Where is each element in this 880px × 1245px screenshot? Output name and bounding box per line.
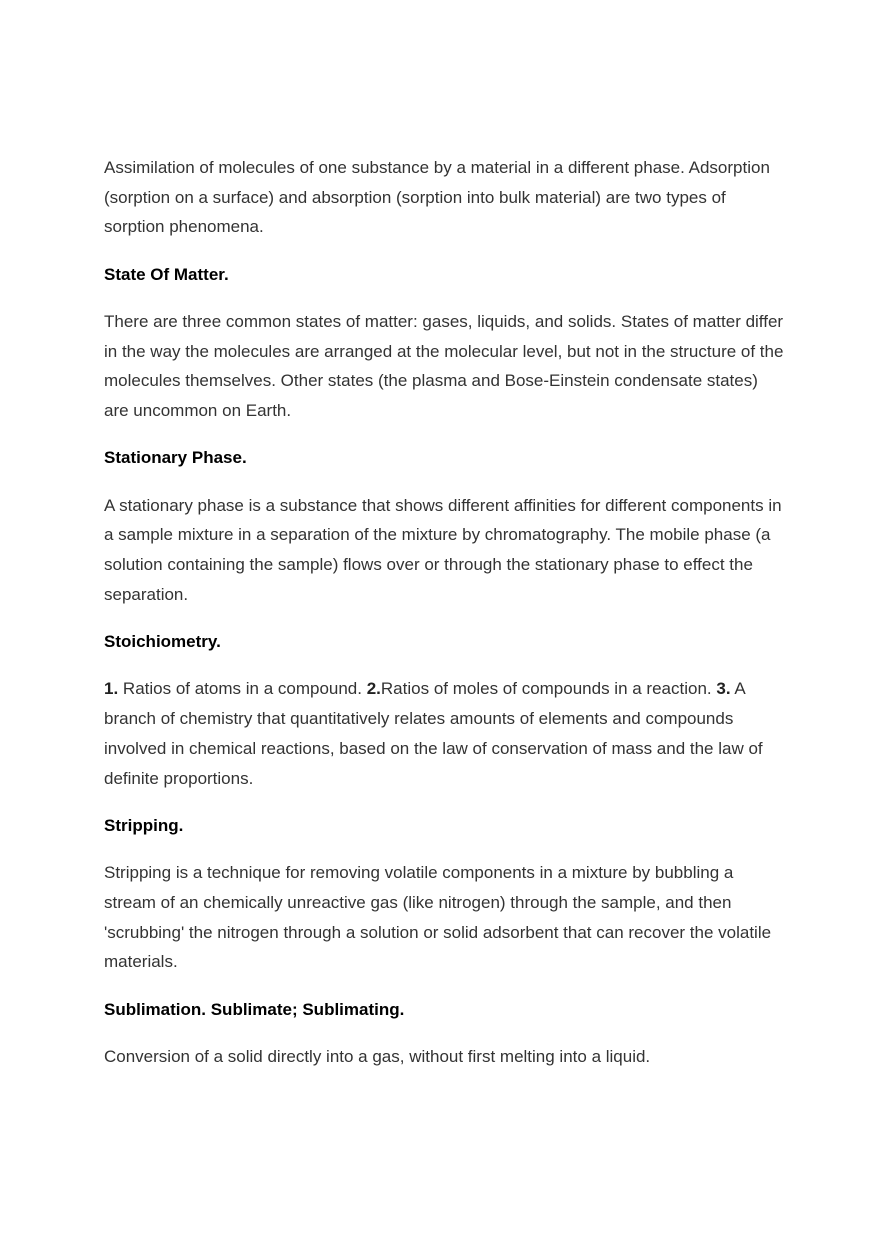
heading-state-of-matter: State Of Matter. [104, 264, 229, 284]
heading-sublimation: Sublimation. Sublimate; Sublimating. [104, 999, 405, 1019]
stoichiometry-item2-number: 2. [366, 679, 381, 699]
intro-paragraph: Assimilation of molecules of one substance by a material in a different phase. Adsorption (sorption on a surface) and absorption (sorption into bulk material) are two types of sorption phenomena. [104, 158, 770, 237]
stoichiometry-item1-number: 1. [104, 679, 119, 699]
stoichiometry-item1-text: Ratios of atoms in a compound. [118, 679, 367, 699]
document-page [104, 153, 784, 1089]
sublimation-paragraph: Conversion of a solid directly into a gas, without first melting into a liquid. [104, 1046, 651, 1066]
stoichiometry-item3-text: A branch of chemistry that quantitatively relates amounts of elements and compounds involved in chemical reactions, based on the law of conservation of mass and the law of definite proportions. [104, 679, 763, 788]
stoichiometry-paragraph [104, 674, 784, 793]
heading-stripping: Stripping. [104, 815, 184, 835]
stoichiometry-item2-text: Ratios of moles of compounds in a reaction. [380, 679, 717, 699]
stoichiometry-item3-number: 3. [716, 679, 731, 699]
stationary-phase-paragraph: A stationary phase is a substance that shows different affinities for different components in a sample mixture in a separation of the mixture by chromatography. The mobile phase (a solution containing the sample) flows over or through the stationary phase to effect the separation. [104, 495, 782, 604]
heading-stationary-phase: Stationary Phase. [104, 448, 247, 468]
state-of-matter-paragraph: There are three common states of matter: gases, liquids, and solids. States of matter differ in the way the molecules are arranged at the molecular level, but not in the structure of the molecules themselves. Other states (the plasma and Bose-Einstein condensate states) are uncommon on Earth. [104, 312, 784, 421]
heading-stoichiometry: Stoichiometry. [104, 632, 221, 652]
stripping-paragraph: Stripping is a technique for removing volatile components in a mixture by bubbling a stream of an chemically unreactive gas (like nitrogen) through the sample, and then 'scrubbing' the nitrogen through a solution or solid adsorbent that can recover the volatile materials. [104, 863, 772, 972]
